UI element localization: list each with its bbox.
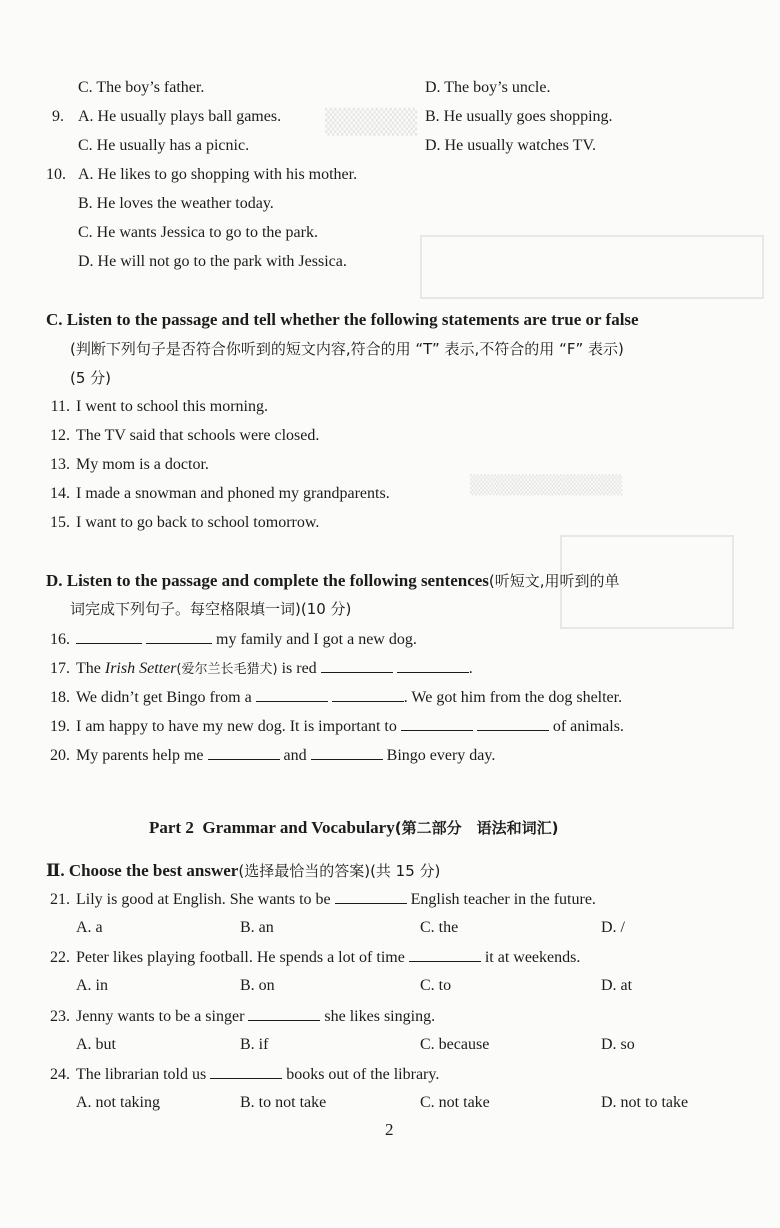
section-d-note-part2: 词完成下列句子。每空格限填一词)(10 分) [70,600,352,618]
q17-end: . [468,660,473,677]
q22-blank[interactable] [409,947,481,962]
q16-number: 16. [50,631,70,648]
q13 [40,455,209,475]
q24-pre: The librarian told us [76,1066,207,1083]
q15 [40,513,319,533]
bleed-through-mark [420,235,764,299]
q12 [40,426,319,446]
q18-end: . We got him from the dog shelter. [403,689,623,706]
section-ii-title: Ⅱ. Choose the best answer [46,861,239,880]
q9-option-a: A. He usually plays ball games. [78,108,282,125]
q23-option-a[interactable]: A. but [76,1036,116,1053]
q18-blank-2[interactable] [332,687,404,702]
q17-blank-2[interactable] [397,658,469,673]
section-ii-note: (选择最恰当的答案)(共 15 分) [238,862,441,880]
q20-number: 20. [50,747,70,764]
q23-blank[interactable] [248,1006,320,1021]
q8-option-d: D. The boy’s uncle. [425,79,551,96]
q17-pre: The [76,660,105,677]
q22-pre: Peter likes playing football. He spends a lot of time [76,949,405,966]
q24-option-d[interactable]: D. not to take [601,1094,689,1111]
section-c-title: C. Listen to the passage and tell whether the following statements are true or false [46,310,639,329]
q19-end: of animals. [552,718,624,735]
q17-mid: is red [277,660,317,677]
q19 [40,716,624,737]
section-d-note-part1: (听短文,用听到的单 [488,572,620,590]
section-d-title [46,570,620,592]
q15-number: 15. [50,514,70,531]
q10-option-b: B. He loves the weather today. [78,195,274,212]
q20-mid: and [283,747,307,764]
q18-blank-1[interactable] [256,687,328,702]
q23-end: she likes singing. [324,1008,436,1025]
q23-number: 23. [50,1008,70,1025]
q8-option-c: C. The boy’s father. [78,79,205,96]
q24-number: 24. [50,1066,70,1083]
q14-text: I made a snowman and phoned my grandparents. [76,485,390,502]
q21-blank[interactable] [335,889,407,904]
q15-text: I want to go back to school tomorrow. [76,514,320,531]
q23-option-c[interactable]: C. because [420,1036,490,1053]
q14-number: 14. [50,485,70,502]
q23-option-d[interactable]: D. so [601,1036,635,1053]
q24-option-a[interactable]: A. not taking [76,1094,160,1111]
q11-number: 11. [50,398,70,415]
q9-option-b: B. He usually goes shopping. [425,108,613,125]
q18-pre: We didn’t get Bingo from a [76,689,252,706]
q24 [40,1064,439,1085]
q11 [40,397,268,417]
q22-option-c[interactable]: C. to [420,977,452,994]
q16-text: my family and I got a new dog. [216,631,417,648]
q21-option-d[interactable]: D. / [601,919,625,936]
bleed-through-mark: ▒▒▒▒▒▒▒▒▒▒▒ [470,475,623,496]
section-c-instruction: (判断下列句子是否符合你听到的短文内容,符合的用 “T” 表示,不符合的用 “F” 表示) [70,340,624,358]
q20-end: Bingo every day. [386,747,496,764]
q21-end: English teacher in the future. [410,891,596,908]
q13-text: My mom is a doctor. [76,456,209,473]
q13-number: 13. [50,456,70,473]
q22-option-d[interactable]: D. at [601,977,633,994]
q17-number: 17. [50,660,70,677]
q22-option-b[interactable]: B. on [240,977,275,994]
q19-number: 19. [50,718,70,735]
q19-pre: I am happy to have my new dog. It is important to [76,718,397,735]
q12-text: The TV said that schools were closed. [76,427,320,444]
q24-option-c[interactable]: C. not take [420,1094,490,1111]
q17-italic-term: Irish Setter [104,660,177,677]
q19-blank-1[interactable] [401,716,473,731]
q23-pre: Jenny wants to be a singer [76,1008,245,1025]
q14 [40,484,390,504]
q19-blank-2[interactable] [477,716,549,731]
q20-blank-2[interactable] [311,745,383,760]
q18 [40,687,622,708]
part2-heading [149,817,558,839]
q21-pre: Lily is good at English. She wants to be [76,891,331,908]
q22-end: it at weekends. [484,949,581,966]
part2-title-chinese: (第二部分 语法和词汇) [394,819,559,837]
q10-option-d: D. He will not go to the park with Jessica. [78,253,347,270]
q20-blank-1[interactable] [208,745,280,760]
q21-option-a[interactable]: A. a [76,919,103,936]
q9-option-c: C. He usually has a picnic. [78,137,250,154]
q22-number: 22. [50,949,70,966]
q21-option-b[interactable]: B. an [240,919,274,936]
part2-title: Part 2 Grammar and Vocabulary [149,818,395,837]
bleed-through-mark: ▒▒▒▒▒ [325,108,418,136]
q24-option-b[interactable]: B. to not take [240,1094,327,1111]
q9-number: 9. [52,108,64,125]
q21 [40,889,596,910]
q21-number: 21. [50,891,70,908]
page-number: 2 [385,1120,394,1139]
section-ii-heading [46,860,440,882]
q10-number: 10. [46,166,66,183]
q23-option-b[interactable]: B. if [240,1036,269,1053]
q22 [40,947,580,968]
section-c-score: (5 分) [70,369,112,387]
q10-option-c: C. He wants Jessica to go to the park. [78,224,318,241]
q23 [40,1006,435,1027]
q20 [40,745,495,766]
q9-option-d: D. He usually watches TV. [425,137,596,154]
q16-blank-2[interactable] [146,629,212,644]
q18-number: 18. [50,689,70,706]
q12-number: 12. [50,427,70,444]
q24-blank[interactable] [210,1064,282,1079]
q16 [40,629,417,650]
q24-end: books out of the library. [286,1066,440,1083]
q17 [40,658,473,680]
q20-pre: My parents help me [76,747,204,764]
q11-text: I went to school this morning. [76,398,268,415]
q17-blank-1[interactable] [321,658,393,673]
section-d-title-text: D. Listen to the passage and complete the following sentences [46,571,489,590]
q10-option-a: A. He likes to go shopping with his mother. [78,166,358,183]
q16-blank-1[interactable] [76,629,142,644]
q17-chinese-gloss: (爱尔兰长毛猎犬) [176,662,278,677]
q21-option-c[interactable]: C. the [420,919,459,936]
q22-option-a[interactable]: A. in [76,977,108,994]
